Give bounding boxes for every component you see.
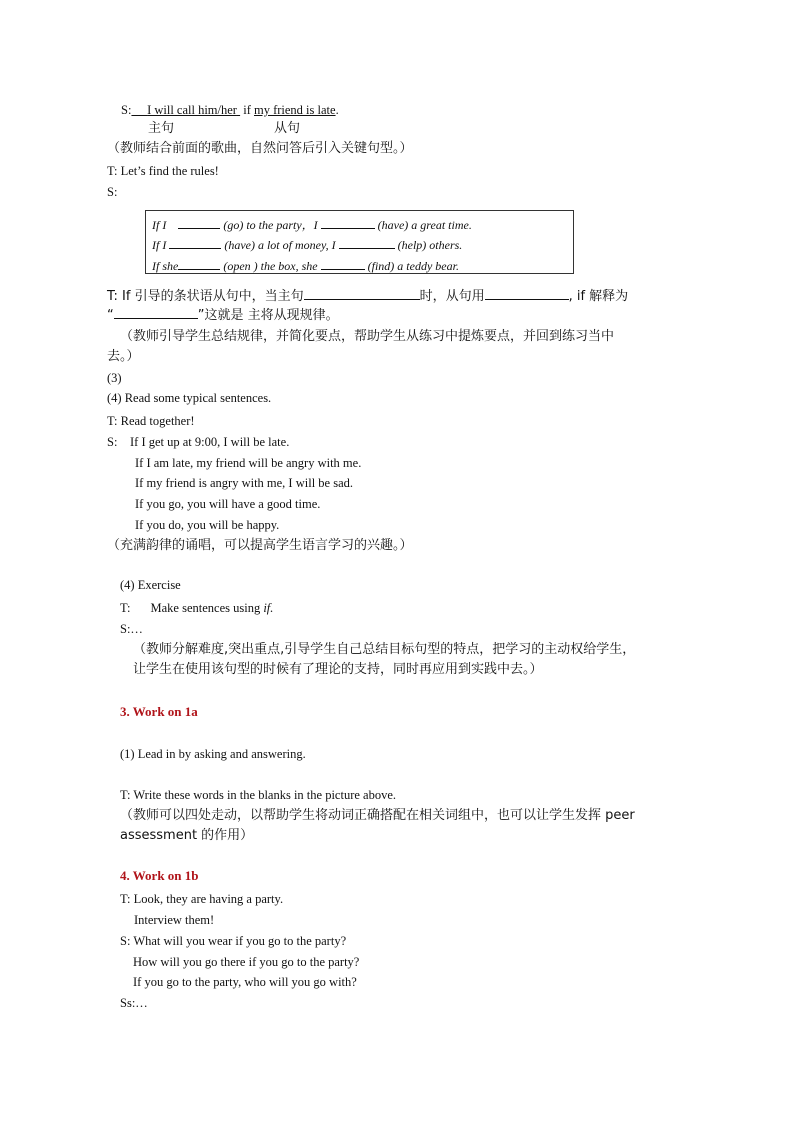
rule-exercise-line: If she (open ) the box, she (find) a teddy bear. (152, 259, 459, 273)
teacher-line: T: Read together! (107, 414, 195, 428)
teacher-note: assessment 的作用） (120, 828, 254, 843)
step-title: (1) Lead in by asking and answering. (120, 747, 306, 761)
teacher-line: Interview them! (134, 913, 215, 927)
fill-blank (169, 236, 221, 249)
rule-explanation: T: If 引导的条状语从句中，当主句 时，从句用 , if 解释为 (107, 289, 629, 304)
teacher-note: （教师引导学生总结规律，并简化要点，帮助学生从练习中提炼要点，并回到练习当中 (120, 329, 615, 344)
chant-line: If I get up at 9:00, I will be late. (130, 435, 290, 449)
fill-blank (304, 287, 420, 300)
student-line: If you go to the party, who will you go with? (133, 975, 357, 989)
student-line: S:… (120, 622, 143, 636)
rule-exercise-line: If I (have) a lot of money, I (help) others. (152, 238, 463, 252)
student-line: Ss:… (120, 996, 148, 1010)
section-heading: 3. Work on 1a (120, 704, 198, 719)
teacher-line: T: Write these words in the blanks in the picture above. (120, 788, 397, 802)
speaker-label: S: (121, 103, 132, 117)
rule-explanation: “ ”这就是 主将从现规律。 (107, 308, 339, 323)
fill-blank (321, 216, 375, 229)
rule-exercise-line: If I (go) to the party，I (have) a great time. (152, 218, 472, 232)
step-number: (3) (107, 371, 122, 385)
fill-blank (321, 257, 365, 270)
main-clause: I will call him/her (147, 103, 237, 117)
teacher-note: （教师结合前面的歌曲，自然问答后引入关键句型。） (107, 141, 413, 156)
speaker-label: S: (107, 435, 118, 449)
teacher-note: （教师可以四处走动，以帮助学生将动词正确搭配在相关词组中，也可以让学生发挥 peer (120, 808, 635, 823)
if-word: if (243, 103, 251, 117)
chant-line: If you go, you will have a good time. (135, 497, 321, 511)
rules-exercise-box (145, 210, 574, 274)
sub-clause-label: 从句 (274, 121, 301, 136)
teacher-note: 去。） (107, 349, 140, 364)
fill-blank (114, 306, 198, 319)
step-title: (4) Read some typical sentences. (107, 391, 272, 405)
fill-blank (485, 287, 569, 300)
chant-line: If I am late, my friend will be angry with me. (135, 456, 362, 470)
main-clause-label: 主句 (148, 121, 175, 136)
fill-blank (339, 236, 395, 249)
teacher-note: （教师分解难度,突出重点,引导学生自己总结目标句型的特点，把学习的主动权给学生， (133, 642, 636, 657)
student-line: S: (107, 185, 118, 199)
sentence-line: S: I will call him/her if my friend is late. (121, 103, 339, 117)
step-title: (4) Exercise (120, 578, 181, 592)
section-heading: 4. Work on 1b (120, 868, 199, 883)
fill-blank (178, 257, 220, 270)
student-line: How will you go there if you go to the party? (133, 955, 360, 969)
teacher-line: T: Look, they are having a party. (120, 892, 284, 906)
student-line: S: What will you wear if you go to the party? (120, 934, 347, 948)
teacher-note: （充满韵律的诵唱，可以提高学生语言学习的兴趣。） (107, 538, 413, 553)
fill-blank (178, 216, 220, 229)
teacher-note: 让学生在使用该句型的时候有了理论的支持，同时再应用到实践中去。） (133, 662, 543, 677)
teacher-line: T: Make sentences using if. (120, 601, 274, 615)
sub-clause: my friend is late (253, 103, 336, 117)
chant-line: If you do, you will be happy. (135, 518, 280, 532)
chant-line: If my friend is angry with me, I will be sad. (135, 476, 354, 490)
teacher-line: T: Let’s find the rules! (107, 164, 219, 178)
